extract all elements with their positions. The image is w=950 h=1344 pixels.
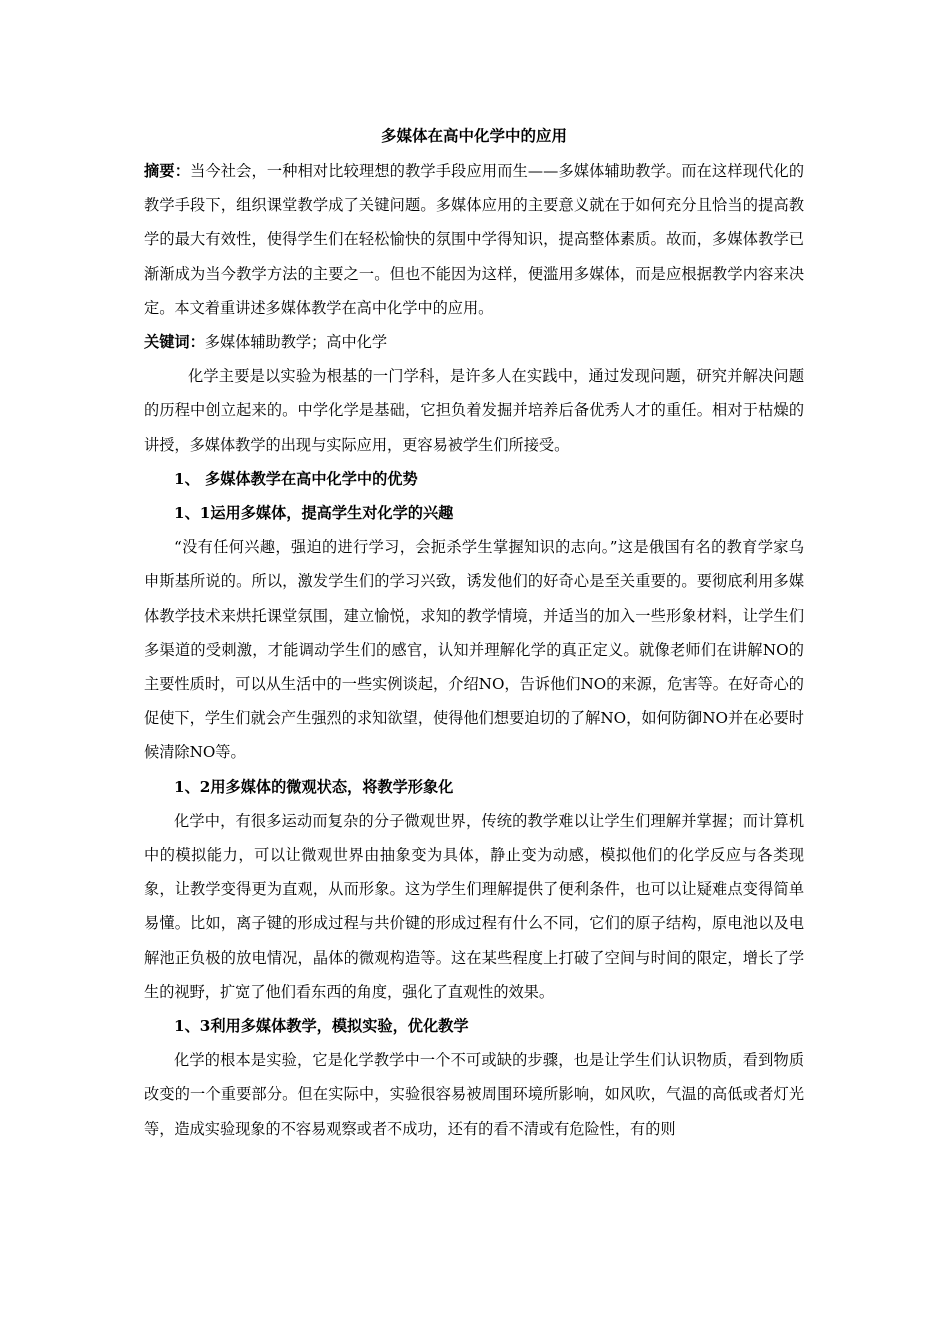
document-title: 多媒体在高中化学中的应用 <box>380 126 567 145</box>
subsection-1-1-paragraph: “没有任何兴趣，强迫的进行学习，会扼杀学生掌握知识的志向。”这是俄国有名的教育学家乌申斯基所说的。所以，激发学生们的学习兴致，诱发他们的好奇心是至关重要的。要彻底利用多媒体教学技术来烘托课堂氛围，建立愉悦，求知的教学情境，并适当的加入一些形象材料，让学生们多渠道的受刺激，才能调动学生们的感官，认知并理解化学的真正定义。就像老师们在讲解NO的主要性质时，可以从生活中的一些实例谈起，介绍NO，告诉他们NO的来源，危害等。在好奇心的促使下，学生们就会产生强烈的求知欲望，使得他们想要迫切的了解NO，如何防御NO并在必要时候清除NO等。 <box>144 538 804 762</box>
abstract-label: 摘要： <box>144 162 191 180</box>
subsection-1-1-heading: 1、1运用多媒体，提高学生对化学的兴趣 <box>174 504 454 523</box>
intro-paragraph: 化学主要是以实验为根基的一门学科，是许多人在实践中，通过发现问题，研究并解决问题的历程中创立起来的。中学化学是基础，它担负着发掘并培养后备优秀人才的重任。相对于枯燥的讲授，多媒体教学的出现与实际应用，更容易被学生们所接受。 <box>144 367 804 454</box>
subsection-1-2-paragraph: 化学中，有很多运动而复杂的分子微观世界，传统的教学难以让学生们理解并掌握；而计算机中的模拟能力，可以让微观世界由抽象变为具体，静止变为动感，模拟他们的化学反应与各类现象，让教学变得更为直观，从而形象。这为学生们理解提供了便利条件，也可以让疑难点变得简单易懂。比如，离子键的形成过程与共价键的形成过程有什么不同，它们的原子结构，原电池以及电解池正负极的放电情况，晶体的微观构造等。这在某些程度上打破了空间与时间的限定，增长了学生的视野，扩宽了他们看东西的角度，强化了直观性的效果。 <box>144 811 804 1001</box>
keywords-paragraph <box>144 325 804 359</box>
keywords-text: 多媒体辅助教学；高中化学 <box>204 333 387 352</box>
subsection-1-3-heading: 1、3利用多媒体教学，模拟实验，优化教学 <box>174 1017 469 1036</box>
keywords-label: 关键词： <box>144 333 205 352</box>
abstract-paragraph <box>144 154 804 325</box>
subsection-1-3-paragraph: 化学的根本是实验，它是化学教学中一个不可或缺的步骤，也是让学生们认识物质，看到物质改变的一个重要部分。但在实际中，实验很容易被周围环境所影响，如风吹，气温的高低或者灯光等，造成实验现象的不容易观察或者不成功，还有的看不清或有危险性，有的则 <box>144 1051 804 1138</box>
abstract-text: 当今社会，一种相对比较理想的教学手段应用而生——多媒体辅助教学。而在这样现代化的教学手段下，组织课堂教学成了关键问题。多媒体应用的主要意义就在于如何充分且恰当的提高教学的最大有效性，使得学生们在轻松愉快的氛围中学得知识，提高整体素质。故而，多媒体教学已渐渐成为当今教学方法的主要之一。但也不能因为这样，便滥用多媒体，而是应根据教学内容来决定。本文着重讲述多媒体教学在高中化学中的应用。 <box>144 162 805 317</box>
section-1-heading: 1、 多媒体教学在高中化学中的优势 <box>174 469 418 488</box>
subsection-1-2-heading: 1、2用多媒体的微观状态，将教学形象化 <box>174 777 454 796</box>
document-body <box>144 118 804 1146</box>
